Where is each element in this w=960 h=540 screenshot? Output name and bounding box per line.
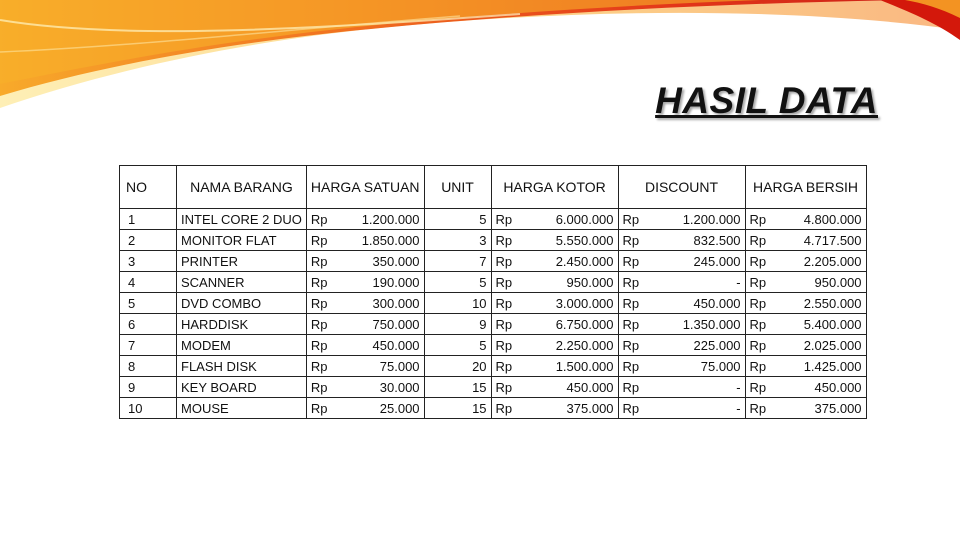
cell-harga-kotor: 5.550.000 bbox=[520, 230, 619, 251]
cell-harga-satuan: 450.000 bbox=[338, 335, 424, 356]
header-harga-kotor: HARGA KOTOR bbox=[491, 166, 618, 209]
table-body bbox=[120, 209, 867, 419]
cell-unit: 7 bbox=[424, 251, 491, 272]
cell-nama-barang: MODEM bbox=[177, 335, 307, 356]
currency-label: Rp bbox=[491, 377, 520, 398]
cell-harga-bersih: 4.800.000 bbox=[774, 209, 867, 230]
cell-no: 2 bbox=[120, 230, 177, 251]
cell-nama-barang: HARDDISK bbox=[177, 314, 307, 335]
cell-no: 4 bbox=[120, 272, 177, 293]
cell-harga-satuan: 1.200.000 bbox=[338, 209, 424, 230]
cell-no: 10 bbox=[120, 398, 177, 419]
currency-label: Rp bbox=[618, 377, 647, 398]
currency-label: Rp bbox=[491, 335, 520, 356]
currency-label: Rp bbox=[491, 230, 520, 251]
cell-discount: 245.000 bbox=[647, 251, 746, 272]
cell-harga-bersih: 4.717.500 bbox=[774, 230, 867, 251]
table-row bbox=[120, 272, 867, 293]
cell-harga-satuan: 1.850.000 bbox=[338, 230, 424, 251]
currency-label: Rp bbox=[745, 335, 774, 356]
currency-label: Rp bbox=[491, 356, 520, 377]
cell-harga-bersih: 450.000 bbox=[774, 377, 867, 398]
table-row bbox=[120, 398, 867, 419]
currency-label: Rp bbox=[491, 209, 520, 230]
header-no: NO bbox=[120, 166, 177, 209]
cell-harga-satuan: 750.000 bbox=[338, 314, 424, 335]
cell-unit: 10 bbox=[424, 293, 491, 314]
cell-harga-satuan: 350.000 bbox=[338, 251, 424, 272]
cell-nama-barang: DVD COMBO bbox=[177, 293, 307, 314]
cell-harga-satuan: 75.000 bbox=[338, 356, 424, 377]
currency-label: Rp bbox=[306, 272, 337, 293]
currency-label: Rp bbox=[491, 293, 520, 314]
currency-label: Rp bbox=[491, 272, 520, 293]
currency-label: Rp bbox=[745, 293, 774, 314]
cell-discount: 225.000 bbox=[647, 335, 746, 356]
currency-label: Rp bbox=[745, 272, 774, 293]
cell-nama-barang: KEY BOARD bbox=[177, 377, 307, 398]
header-nama-barang: NAMA BARANG bbox=[177, 166, 307, 209]
cell-harga-bersih: 1.425.000 bbox=[774, 356, 867, 377]
cell-unit: 15 bbox=[424, 398, 491, 419]
cell-discount: 1.200.000 bbox=[647, 209, 746, 230]
cell-no: 9 bbox=[120, 377, 177, 398]
cell-no: 8 bbox=[120, 356, 177, 377]
cell-harga-kotor: 375.000 bbox=[520, 398, 619, 419]
cell-unit: 5 bbox=[424, 335, 491, 356]
currency-label: Rp bbox=[306, 314, 337, 335]
table-row bbox=[120, 230, 867, 251]
currency-label: Rp bbox=[618, 398, 647, 419]
header-harga-satuan: HARGA SATUAN bbox=[306, 166, 424, 209]
cell-discount: 450.000 bbox=[647, 293, 746, 314]
cell-harga-kotor: 2.450.000 bbox=[520, 251, 619, 272]
cell-nama-barang: FLASH DISK bbox=[177, 356, 307, 377]
table-row bbox=[120, 314, 867, 335]
currency-label: Rp bbox=[618, 209, 647, 230]
currency-label: Rp bbox=[745, 377, 774, 398]
currency-label: Rp bbox=[745, 209, 774, 230]
cell-discount: 1.350.000 bbox=[647, 314, 746, 335]
cell-harga-bersih: 2.025.000 bbox=[774, 335, 867, 356]
cell-discount: 832.500 bbox=[647, 230, 746, 251]
currency-label: Rp bbox=[618, 293, 647, 314]
cell-harga-bersih: 2.550.000 bbox=[774, 293, 867, 314]
currency-label: Rp bbox=[745, 314, 774, 335]
cell-harga-bersih: 375.000 bbox=[774, 398, 867, 419]
currency-label: Rp bbox=[306, 356, 337, 377]
currency-label: Rp bbox=[618, 272, 647, 293]
currency-label: Rp bbox=[306, 209, 337, 230]
table-header-row bbox=[120, 166, 867, 209]
header-harga-bersih: HARGA BERSIH bbox=[745, 166, 866, 209]
cell-nama-barang: INTEL CORE 2 DUO bbox=[177, 209, 307, 230]
header-unit: UNIT bbox=[424, 166, 491, 209]
cell-discount: - bbox=[647, 398, 746, 419]
currency-label: Rp bbox=[618, 230, 647, 251]
cell-no: 7 bbox=[120, 335, 177, 356]
currency-label: Rp bbox=[491, 398, 520, 419]
cell-harga-satuan: 300.000 bbox=[338, 293, 424, 314]
currency-label: Rp bbox=[306, 293, 337, 314]
cell-harga-kotor: 450.000 bbox=[520, 377, 619, 398]
cell-nama-barang: SCANNER bbox=[177, 272, 307, 293]
cell-unit: 5 bbox=[424, 272, 491, 293]
cell-harga-bersih: 5.400.000 bbox=[774, 314, 867, 335]
currency-label: Rp bbox=[618, 251, 647, 272]
cell-unit: 5 bbox=[424, 209, 491, 230]
cell-no: 6 bbox=[120, 314, 177, 335]
cell-nama-barang: PRINTER bbox=[177, 251, 307, 272]
cell-unit: 15 bbox=[424, 377, 491, 398]
currency-label: Rp bbox=[618, 314, 647, 335]
currency-label: Rp bbox=[306, 377, 337, 398]
cell-nama-barang: MOUSE bbox=[177, 398, 307, 419]
currency-label: Rp bbox=[491, 251, 520, 272]
currency-label: Rp bbox=[491, 314, 520, 335]
table-row bbox=[120, 209, 867, 230]
cell-nama-barang: MONITOR FLAT bbox=[177, 230, 307, 251]
cell-discount: - bbox=[647, 272, 746, 293]
cell-unit: 9 bbox=[424, 314, 491, 335]
currency-label: Rp bbox=[306, 335, 337, 356]
slide-title: HASIL DATA bbox=[655, 80, 878, 121]
cell-harga-kotor: 6.750.000 bbox=[520, 314, 619, 335]
currency-label: Rp bbox=[306, 398, 337, 419]
table-row bbox=[120, 293, 867, 314]
currency-label: Rp bbox=[745, 251, 774, 272]
cell-discount: - bbox=[647, 377, 746, 398]
cell-harga-kotor: 950.000 bbox=[520, 272, 619, 293]
currency-label: Rp bbox=[745, 398, 774, 419]
cell-harga-kotor: 1.500.000 bbox=[520, 356, 619, 377]
currency-label: Rp bbox=[745, 230, 774, 251]
table-row bbox=[120, 377, 867, 398]
currency-label: Rp bbox=[306, 230, 337, 251]
table-row bbox=[120, 251, 867, 272]
data-table bbox=[119, 165, 867, 419]
cell-no: 3 bbox=[120, 251, 177, 272]
currency-label: Rp bbox=[618, 335, 647, 356]
currency-label: Rp bbox=[745, 356, 774, 377]
table-row bbox=[120, 335, 867, 356]
header-discount: DISCOUNT bbox=[618, 166, 745, 209]
cell-harga-kotor: 6.000.000 bbox=[520, 209, 619, 230]
cell-unit: 3 bbox=[424, 230, 491, 251]
cell-discount: 75.000 bbox=[647, 356, 746, 377]
table-row bbox=[120, 356, 867, 377]
currency-label: Rp bbox=[618, 356, 647, 377]
cell-harga-satuan: 25.000 bbox=[338, 398, 424, 419]
cell-no: 1 bbox=[120, 209, 177, 230]
cell-harga-satuan: 30.000 bbox=[338, 377, 424, 398]
cell-harga-kotor: 2.250.000 bbox=[520, 335, 619, 356]
currency-label: Rp bbox=[306, 251, 337, 272]
cell-harga-kotor: 3.000.000 bbox=[520, 293, 619, 314]
cell-harga-bersih: 2.205.000 bbox=[774, 251, 867, 272]
cell-harga-bersih: 950.000 bbox=[774, 272, 867, 293]
cell-unit: 20 bbox=[424, 356, 491, 377]
cell-no: 5 bbox=[120, 293, 177, 314]
cell-harga-satuan: 190.000 bbox=[338, 272, 424, 293]
